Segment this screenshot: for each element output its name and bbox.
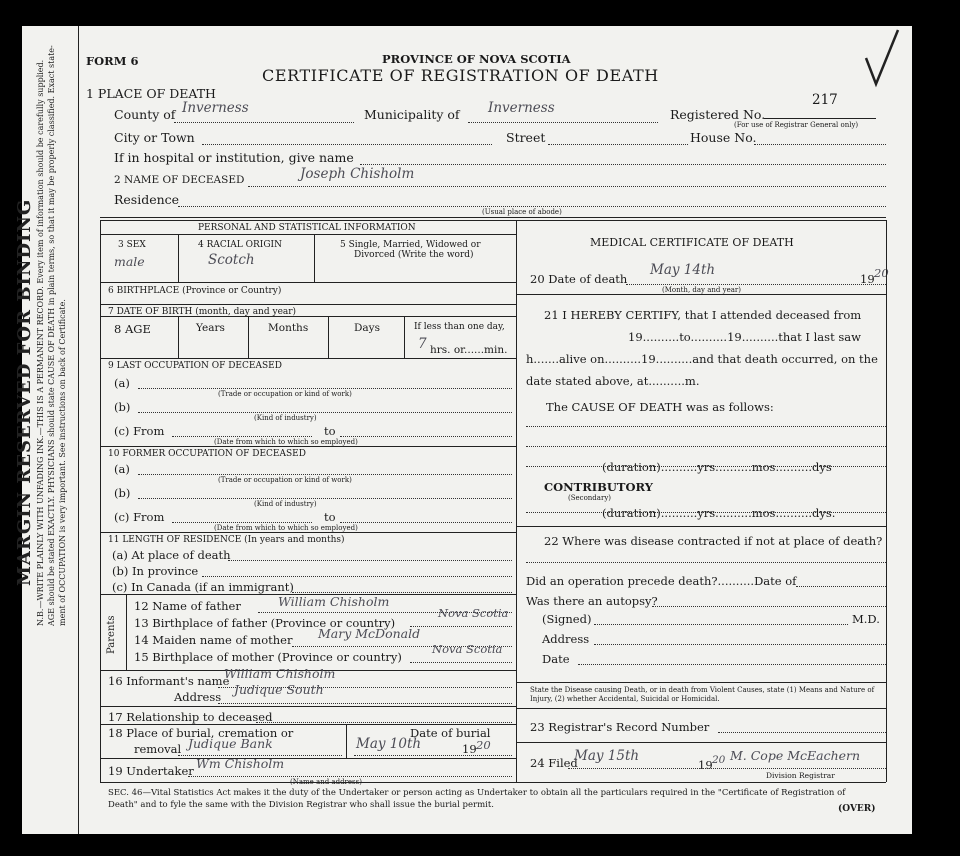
duration-line-1: (duration)..........yrs..........mos..........dys	[602, 460, 832, 474]
binding-margin-text: MARGIN RESERVED FOR BINDING	[14, 198, 35, 586]
municipality-value[interactable]: Inverness	[488, 100, 555, 116]
undertaker-note: (Name and address)	[290, 778, 362, 786]
last-occupation-heading: 9 LAST OCCUPATION OF DECEASED	[108, 361, 282, 371]
house-no-label: House No.	[690, 130, 757, 145]
last-occupation-b: (b)	[114, 400, 131, 414]
division-registrar-label: Division Registrar	[766, 771, 835, 780]
last-occupation-a: (a)	[114, 376, 130, 390]
former-occupation-to: to	[324, 510, 336, 524]
father-birthplace-label: 13 Birthplace of father (Province or country)	[134, 616, 396, 630]
md-label: M.D.	[852, 612, 880, 626]
former-occupation-c-note: (Date from which to which so employed)	[214, 524, 358, 532]
racial-origin-label: 4 RACIAL ORIGIN	[198, 240, 282, 250]
informant-address-value[interactable]: Judique South	[234, 682, 324, 697]
county-label: County of	[114, 107, 176, 122]
certify-line-2: 19..........to..........19..........that I last saw	[628, 330, 861, 344]
personal-info-heading: PERSONAL AND STATISTICAL INFORMATION	[198, 223, 416, 233]
undertaker-label: 19 Undertaker	[108, 764, 194, 778]
last-occupation-b-note: (Kind of industry)	[254, 414, 317, 422]
death-year-printed: 19	[860, 272, 875, 286]
former-occupation-heading: 10 FORMER OCCUPATION OF DECEASED	[108, 449, 306, 459]
last-occupation-from: (c) From	[114, 424, 165, 438]
medical-heading: MEDICAL CERTIFICATE OF DEATH	[590, 236, 794, 249]
certificate-title: CERTIFICATE OF REGISTRATION OF DEATH	[262, 66, 659, 85]
former-occupation-b: (b)	[114, 486, 131, 500]
date-of-death-value[interactable]: May 14th	[650, 262, 716, 278]
filed-year-value[interactable]: 20	[712, 754, 726, 766]
contributory-label: CONTRIBUTORY	[544, 480, 653, 494]
informant-label: 16 Informant's name	[108, 674, 230, 688]
name-of-deceased-label: 2 NAME OF DECEASED	[114, 174, 245, 186]
instructions-line-2: AGE should be stated EXACTLY. PHYSICIANS should state CAUSE OF DEATH in plain terms, so that it may be properly classified. Exact state-	[47, 45, 56, 626]
secondary-label: (Secondary)	[568, 494, 611, 502]
date-of-death-label: 20 Date of death	[530, 272, 628, 286]
residence-in-canada: (c) In Canada (if an immigrant)	[112, 580, 294, 594]
date-of-death-note: (Month, day and year)	[662, 286, 741, 294]
mother-birthplace-label: 15 Birthplace of mother (Province or country)	[134, 650, 402, 664]
marital-label: 5 Single, Married, Widowed or	[340, 240, 481, 250]
city-label: City or Town	[114, 130, 195, 145]
former-occupation-b-note: (Kind of industry)	[254, 500, 317, 508]
former-occupation-a-note: (Trade or occupation or kind of work)	[218, 476, 352, 484]
certify-line-3: h.......alive on..........19..........and that death occurred, on the	[526, 352, 878, 366]
relationship-label: 17 Relationship to deceased	[108, 710, 273, 724]
death-certificate-form	[78, 26, 912, 834]
former-occupation-from: (c) From	[114, 510, 165, 524]
burial-date-value[interactable]: May 10th	[356, 736, 422, 752]
form-number: FORM 6	[86, 54, 139, 68]
instructions-line-3: ment of OCCUPATION is very important. See instructions on back of Certificate.	[58, 299, 67, 626]
residence-length-heading: 11 LENGTH OF RESIDENCE (In years and months)	[108, 535, 345, 545]
county-value[interactable]: Inverness	[182, 100, 249, 116]
cause-of-death-label: The CAUSE OF DEATH was as follows:	[546, 400, 774, 414]
municipality-label: Municipality of	[364, 107, 460, 122]
instructions-line-1: N.B.—WRITE PLAINLY WITH UNFADING INK.—THIS IS A PERMANENT RECORD. Every item of information should be carefully supplied.	[36, 59, 45, 626]
autopsy-label: Was there an autopsy?	[526, 594, 658, 608]
certify-line-1: 21 I HEREBY CERTIFY, that I attended deceased from	[544, 308, 862, 322]
last-occupation-a-note: (Trade or occupation or kind of work)	[218, 390, 352, 398]
death-year-value[interactable]: 20	[874, 266, 889, 280]
filed-date-value[interactable]: May 15th	[574, 748, 640, 764]
violent-causes-note-1: State the Disease causing Death, or in death from Violent Causes, state (1) Means and Nature of	[530, 686, 875, 694]
burial-year-printed: 19	[462, 742, 477, 756]
residence-at-place: (a) At place of death	[112, 548, 231, 562]
street-label: Street	[506, 130, 546, 145]
checkmark-icon	[862, 28, 902, 90]
former-occupation-a: (a)	[114, 462, 130, 476]
place-of-death-heading: 1 PLACE OF DEATH	[86, 86, 216, 101]
burial-date-label: Date of burial	[410, 726, 491, 740]
certify-line-4: date stated above, at..........m.	[526, 374, 700, 388]
footer-text-1: SEC. 46—Vital Statistics Act makes it the duty of the Undertaker or person acting as Undertaker to obtain all the particulars required in the "Certificate of Registration of	[108, 788, 846, 798]
over-label: (OVER)	[838, 804, 876, 814]
division-registrar-signature[interactable]: M. Cope McEachern	[730, 748, 861, 763]
removal-label: removal	[134, 742, 182, 756]
hours-value[interactable]: 7	[418, 336, 427, 352]
filed-year-printed: 19	[698, 758, 713, 772]
date-of-birth-label: 7 DATE OF BIRTH (month, day and year)	[108, 307, 297, 317]
signed-label: (Signed)	[542, 612, 592, 626]
violent-causes-note-2: Injury, (2) whether Accidental, Suicidal or Homicidal.	[530, 695, 720, 703]
informant-address-label: Address	[174, 690, 222, 704]
registered-no-value[interactable]: 217	[812, 92, 838, 108]
last-occupation-c-note: (Date from which to which so employed)	[214, 438, 358, 446]
racial-origin-value[interactable]: Scotch	[208, 252, 255, 268]
parents-label: Parents	[106, 615, 117, 654]
certificate-paper	[14, 26, 912, 834]
physician-date-label: Date	[542, 652, 570, 666]
months-label: Months	[268, 322, 309, 334]
residence-note: (Usual place of abode)	[482, 208, 562, 216]
birthplace-label: 6 BIRTHPLACE (Province or Country)	[108, 286, 282, 296]
years-label: Years	[196, 322, 225, 334]
residence-in-province: (b) In province	[112, 564, 199, 578]
footer-text-2: Death" and to fyle the same with the Division Registrar who shall issue the burial permit.	[108, 800, 494, 810]
burial-year-value[interactable]: 20	[476, 738, 491, 752]
father-birthplace-value[interactable]: Nova Scotia	[438, 606, 509, 620]
duration-line-2: (duration)..........yrs..........mos..........dys.	[602, 506, 836, 520]
sex-label: 3 SEX	[118, 240, 146, 250]
mother-name-label: 14 Maiden name of mother	[134, 633, 293, 647]
mother-birthplace-value[interactable]: Nova Scotia	[432, 642, 503, 656]
sex-value[interactable]: male	[114, 254, 145, 269]
father-name-label: 12 Name of father	[134, 599, 241, 613]
father-name-value[interactable]: William Chisholm	[278, 594, 390, 609]
hospital-label: If in hospital or institution, give name	[114, 150, 354, 165]
burial-place-value[interactable]: Judique Bank	[188, 736, 273, 751]
less-than-day-label: If less than one day,	[414, 322, 505, 332]
days-label: Days	[354, 322, 380, 334]
name-of-deceased-value[interactable]: Joseph Chisholm	[300, 166, 415, 182]
hours-label: hrs. or......min.	[430, 344, 508, 356]
operation-label: Did an operation precede death?..........Date of	[526, 574, 797, 588]
marital-label-2: Divorced (Write the word)	[354, 250, 474, 260]
registered-no-label: Registered No.	[670, 107, 766, 122]
last-occupation-to: to	[324, 424, 336, 438]
mother-name-value[interactable]: Mary McDonald	[318, 626, 421, 641]
registrar-general-note: (For use of Registrar General only)	[734, 121, 859, 129]
registrar-record-label: 23 Registrar's Record Number	[530, 720, 710, 734]
residence-label: Residence	[114, 192, 180, 207]
province-heading: PROVINCE OF NOVA SCOTIA	[382, 52, 571, 66]
physician-address-label: Address	[542, 632, 590, 646]
q22-label: 22 Where was disease contracted if not at place of death?	[544, 534, 883, 548]
age-label: 8 AGE	[114, 322, 151, 336]
burial-label: 18 Place of burial, cremation or	[108, 726, 294, 740]
filed-label: 24 Filed	[530, 756, 578, 770]
informant-value[interactable]: William Chisholm	[224, 666, 336, 681]
undertaker-value[interactable]: Wm Chisholm	[196, 756, 285, 771]
